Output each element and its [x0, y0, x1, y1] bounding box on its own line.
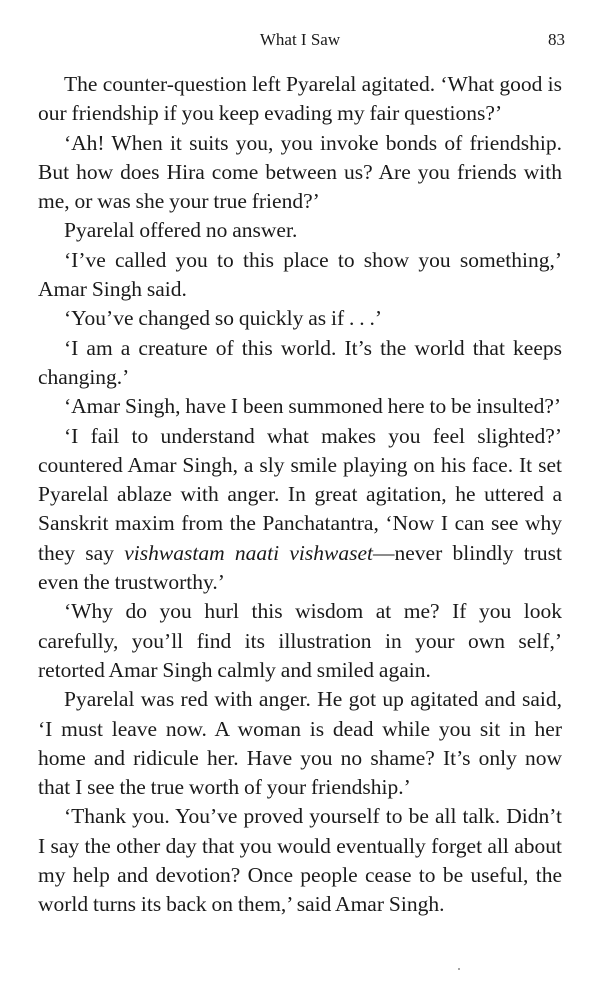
paragraph-text: —never blindly trust even the trustworthy.’ [38, 540, 562, 595]
paragraph [38, 392, 562, 421]
paragraph-text: ‘I fail to understand what makes you feel slighted?’ countered Amar Singh, a sly smile playing on his face. It set Pyarelal ablaze with anger. In great agitation, he uttered a Sanskrit maxim from the Panchatantra, ‘Now I can see why they say [38, 423, 562, 565]
paragraph-text: ‘Ah! When it suits you, you invoke bonds of friendship. But how does Hira come between us? Are you friends with me, or was she your true friend?’ [38, 130, 562, 214]
page-number: 83 [548, 30, 565, 49]
paragraph-text: ‘I’ve called you to this place to show you something,’ Amar Singh said. [38, 247, 562, 302]
paragraph [38, 597, 562, 685]
sanskrit-maxim-italic: vishwastam naati vishwaset [124, 540, 373, 565]
paragraph-text: ‘I am a creature of this world. It’s the world that keeps changing.’ [38, 335, 562, 389]
paragraph-text: ‘Why do you hurl this wisdom at me? If you look carefully, you’ll find its illustration in your own self,’ retorted Amar Singh calmly and smiled again. [38, 599, 562, 682]
paragraph [38, 334, 562, 393]
running-head [0, 30, 600, 54]
paragraph-text: The counter-question left Pyarelal agitated. ‘What good is our friendship if you keep evading my fair questions?’ [38, 72, 562, 126]
paragraph-text: ‘Thank you. You’ve proved yourself to be all talk. Didn’t I say the other day that you would eventually forget all about my help and devotion? Once people cease to be useful, the world turns its back on them,’ said Amar Singh. [38, 804, 562, 917]
paragraph-text: ‘Amar Singh, have I been summoned here to be insulted?’ [64, 394, 562, 419]
paragraph [38, 246, 562, 305]
paragraph-text: Pyarelal was red with anger. He got up agitated and said, ‘I must leave now. A woman is dead while you sit in her home and ridicule her. Have you no shame? It’s only now that I see the true worth of your friendship.’ [38, 687, 562, 800]
paragraph-text: ‘You’ve changed so quickly as if . . .’ [64, 306, 383, 331]
paragraph [38, 685, 562, 802]
paragraph [38, 802, 562, 919]
paragraph-text: Pyarelal offered no answer. [64, 218, 298, 243]
paragraph [38, 129, 562, 217]
running-title: What I Saw [259, 30, 341, 49]
paragraph [38, 70, 562, 129]
paragraph [38, 304, 562, 333]
ink-speck [458, 968, 460, 970]
paragraph [38, 422, 562, 598]
body-text [38, 70, 562, 920]
paragraph [38, 216, 562, 245]
